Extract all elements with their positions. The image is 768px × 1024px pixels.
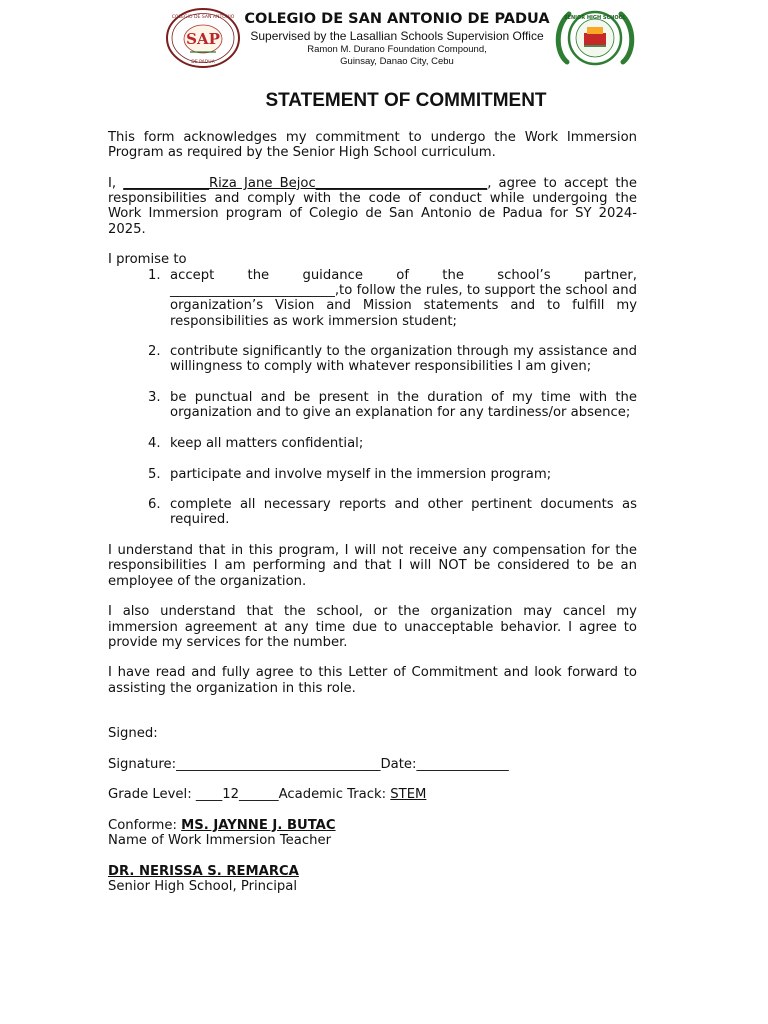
- svg-text:SAP: SAP: [186, 30, 220, 48]
- academic-track-value: STEM: [390, 787, 427, 803]
- school-seal-logo: [165, 8, 241, 68]
- conforme-line: [108, 818, 637, 833]
- promise-item: [108, 268, 637, 329]
- promise-list: [108, 268, 637, 528]
- compensation-paragraph: I understand that in this program, I will not receive any compensation for the responsibilities I am performing and that I will NOT be considered to be an employee of the organization.: [108, 543, 637, 589]
- teacher-name: MS. JAYNNE J. BUTAC: [181, 817, 336, 833]
- signature-label: Signature:: [108, 756, 177, 772]
- promise-intro: I promise to: [108, 252, 187, 268]
- promise-number: 1.: [148, 267, 161, 283]
- intro-paragraph: This form acknowledges my commitment to undergo the Work Immersion Program as required by the Senior High School curriculum.: [108, 130, 637, 161]
- signature-line: [108, 757, 637, 772]
- document-body: [108, 130, 637, 910]
- signature-block: [108, 726, 637, 894]
- student-name-field: _____________Riza Jane Bejoc__________________________: [123, 175, 488, 191]
- promise-item: [108, 390, 637, 421]
- svg-text:COLEGIO DE SAN ANTONIO: COLEGIO DE SAN ANTONIO: [171, 15, 235, 20]
- promise-item: [108, 497, 637, 528]
- promise-text: complete all necessary reports and other pertinent documents as required.: [170, 497, 637, 528]
- partner-blank-field: _________________________: [170, 282, 335, 298]
- promise-text: contribute significantly to the organization through my assistance and willingness to comply with whatever responsibilities I am given;: [170, 344, 637, 375]
- agreement-paragraph: I have read and fully agree to this Letter of Commitment and look forward to assisting the organization in this role.: [108, 665, 637, 696]
- promise-text-before: accept the guidance of the school’s partner,: [170, 267, 637, 283]
- teacher-role: Name of Work Immersion Teacher: [108, 833, 332, 849]
- address-line-1: Ramon M. Durano Foundation Compound,: [307, 44, 487, 55]
- pledge-suffix: , agree to accept the responsibilities and comply with the code of conduct while undergoing the Work Immersion program of Colegio de San Antonio de Padua for SY 2024- 2025.: [108, 175, 637, 237]
- conforme-label: Conforme:: [108, 817, 182, 833]
- promise-number: 4.: [148, 435, 161, 451]
- pledge-paragraph: [108, 176, 637, 237]
- promise-text-after: ,to follow the rules, to support the school and organization’s Vision and Mission statements and to fulfill my responsibilities as work immersion student;: [170, 282, 637, 329]
- promise-text: be punctual and be present in the duration of my time with the organization and to give an explanation for any tardiness/or absence;: [170, 390, 637, 421]
- promise-item: [108, 344, 637, 375]
- svg-text:SENIOR HIGH SCHOOL: SENIOR HIGH SCHOOL: [563, 15, 627, 21]
- promise-number: 5.: [148, 466, 161, 482]
- address-line-2: Guinsay, Danao City, Cebu: [340, 56, 454, 67]
- school-header: [238, 11, 556, 68]
- principal-name: DR. NERISSA S. REMARCA: [108, 863, 299, 879]
- pledge-prefix: I,: [108, 175, 124, 191]
- date-field: ______________: [416, 756, 509, 772]
- promise-number: 2.: [148, 344, 161, 360]
- promise-text: keep all matters confidential;: [170, 435, 364, 451]
- signed-label: Signed:: [108, 725, 158, 741]
- principal-role: Senior High School, Principal: [108, 878, 298, 894]
- promise-number: 3.: [148, 390, 161, 406]
- promise-item: [108, 467, 637, 482]
- grade-level-label: Grade Level:: [108, 787, 192, 803]
- promise-number: 6.: [148, 497, 161, 513]
- school-name: COLEGIO DE SAN ANTONIO DE PADUA: [244, 11, 550, 27]
- grade-track-line: [108, 787, 637, 802]
- signature-field: _______________________________: [176, 756, 381, 772]
- date-label: Date:: [380, 756, 417, 772]
- promise-text: participate and involve myself in the immersion program;: [170, 466, 552, 482]
- supervision-line: Supervised by the Lasallian Schools Supervision Office: [250, 29, 544, 43]
- document-title: STATEMENT OF COMMITMENT: [265, 90, 547, 111]
- academic-track-label: Academic Track:: [278, 787, 391, 803]
- cancellation-paragraph: I also understand that the school, or the organization may cancel my immersion agreement at any time due to unacceptable behavior. I agree to provide my services for the number.: [108, 604, 637, 650]
- svg-text:DE PADUA: DE PADUA: [191, 60, 215, 65]
- promise-item: [108, 436, 637, 451]
- senior-high-school-seal-logo: [553, 8, 637, 68]
- grade-level-value: ____12______: [191, 787, 279, 803]
